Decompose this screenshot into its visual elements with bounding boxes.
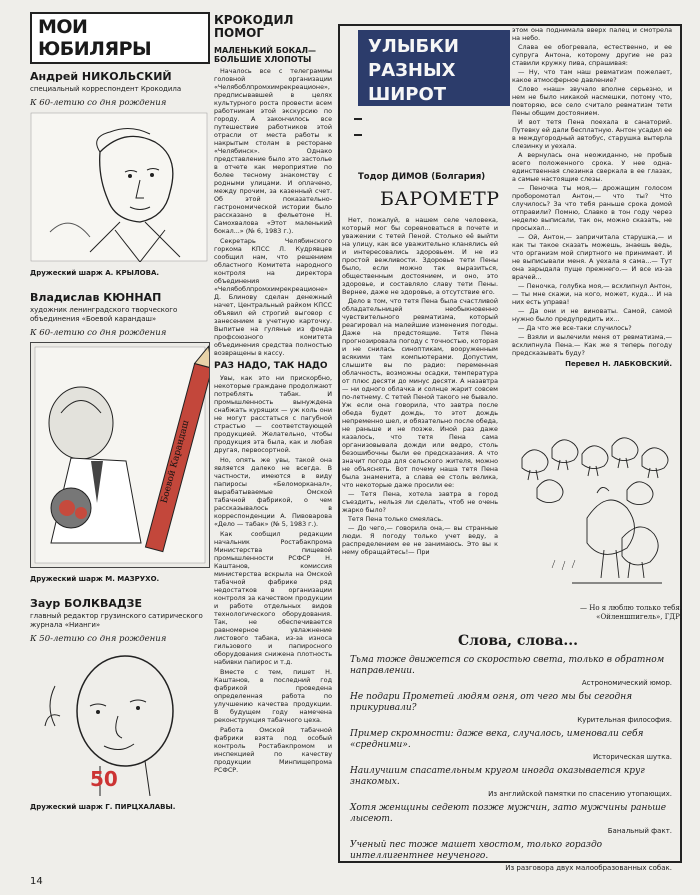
quote-text: Наилучшим спасательным кругом иногда оказывается круг знакомых.	[350, 766, 645, 787]
quote-text: Не подари Прометей людям огня, от чего мы бы сегодня прикуривали?	[350, 692, 633, 713]
mid-paragraph-6: Вместе с тем, пишет Н. Каштанов, в последний год фабрикой проведена определенная работа по улучшению качества продукции. В будущем году намечена реконструкция табачного цеха.	[214, 668, 332, 724]
anniversary-1: К 60-летию со дня рождения	[30, 98, 167, 108]
story-paragraph: — Взяли и вылечили меня от ревматизма,— всхлипнула Пена.— Как же я теперь погоду предсказывать буду?	[512, 333, 672, 357]
story-paragraph: — Пеночка, голубка моя,— всхлипнул Антон,— ты мне скажи, на кого, может, кудa... И на них есть управа!	[512, 282, 672, 306]
quote-text: Хотя женщины седеют позже мужчин, зато мужчины раньше лысеют.	[350, 803, 667, 824]
fifty-number: 50	[90, 767, 118, 791]
quote-source: Историческая шутка.	[592, 753, 672, 761]
mid-paragraph-1: Началось все с телеграммы головной организации «Челябоблпромхимрекреационе», предписывавшей в целях культурного роста провести всем работникам этой экскурсию по городу. А закончилось все путешествие работников этой отрасли от места работы к накрытым столам в ресторане «Челябинск». Однако представление было это застолье в отчете как мероприятие по более тесному знакомству с родными улицами. И оплачено, между прочим, за казенный счет. Об этой показательно-гастрономической истории было рассказано в фельетоне Н. Самохвалова «Этот маленький бокал...» (№ 6, 1983 г.).	[214, 67, 332, 235]
heading-line-2: РАЗНЫХ	[368, 60, 456, 81]
story-title: БАРОМЕТР	[380, 188, 500, 210]
story-paragraph: — Да что же все-таки случилось?	[518, 324, 632, 332]
jubilee-column	[30, 12, 210, 811]
smiles-section-heading	[358, 30, 510, 106]
quote-source: Из английской памятки по спасению утопающих.	[488, 790, 672, 798]
story-paragraph: — Тетя Пена, хотела завтра в город съездить, нельзя ли сделать, чтоб не очень жарко было?	[342, 490, 498, 514]
article-subtitle: МАЛЕНЬКИЙ БОКАЛ— БОЛЬШИЕ ХЛОПОТЫ	[214, 46, 317, 64]
story-paragraph: Слово «наш» звучало вполне серьезно, и нем не было никакой насмешки, потому что, повторяю, все село считало ревматизм тети Пены общим достоянием.	[512, 85, 672, 117]
story-paragraph: — Ой, Антон,— запричитала старушка,— и как ты такое сказать можешь, знаешь ведь, что организм мой спиртного не принимает. И не выписывали меня. А уехала я сама...— Тут она зарыдала пуще прежнего.— И все из-за врачей...	[512, 233, 672, 281]
caricature-caption-3: Дружеский шарж Г. ПИРЦХАЛАВЫ.	[30, 803, 176, 811]
caricature-kyunnap	[30, 342, 210, 568]
caricature-nikolsky	[30, 112, 208, 262]
story-paragraph: — Пеночка ты моя,— дрожащим голосом проборомотал Антон,— что ты? Что случилось? За что тебя раньше срока домой отправили? Помню, Славко в тон году через неделю выписали, так он, можно сказать, не просыхал...	[512, 184, 672, 232]
story-author: Тодор ДИМОВ (Болгария)	[358, 172, 486, 182]
decor-dash	[354, 134, 362, 136]
quote-source: Курительная философия.	[577, 716, 672, 724]
mid-paragraph-3: Увы, как это ни прискорбно, некоторые граждане продолжают потреблять табак. И промышленность вынуждена снабжать курящих — уж коль они не могут расстаться с пагубной страстью — соответствующей продукцией. Желательно, чтобы продукция эта была, как и любая другая, первосортной.	[214, 374, 332, 454]
heading-line-3: ШИРОТ	[368, 84, 447, 105]
mid-paragraph-4: Но, опять же увы, такой она является далеко не всегда. В частности, имеются в виду папиросы «Беломорканал», вырабатываемые Омской табачной фабрикой, о чем рассказывалось в корреспонденции А. Пивоварова «Дело — табак» (№ 5, 1983 г.).	[214, 456, 332, 528]
quote-source: Банальный факт.	[607, 827, 672, 835]
story-paragraph: И вот тетя Пена поехала в санаторий. Путевку ей дали бесплатную. Антон усадил ее в междугородный автобус, старушка вытерла слезинку и уехала.	[512, 118, 672, 150]
heading-line-1: УЛЫБКИ	[368, 36, 459, 57]
mid-paragraph-7: Работа Омской табачной фабрики взята под особый контроль Ростабакпромом и инспекцией по качеству продукции Минпищепрома РСФСР.	[214, 726, 332, 774]
hens-cartoon	[512, 418, 682, 602]
page-number: 14	[30, 876, 43, 887]
story-column-1	[342, 216, 498, 557]
anniversary-2: К 60-летию со дня рождения	[30, 328, 167, 338]
krokodil-help-title: КРОКОДИЛ ПОМОГ	[214, 13, 294, 40]
pencil-label: Боевой Карандаш	[159, 419, 192, 505]
mid-paragraph-5: Как сообщил редакции начальник Ростабакпрома Министерства пищевой промышленности РСФСР Н. Каштанов, комиссия министерства вскрыла на Омской табачной фабрике ряд недостатков в организации контроля за качеством продукции и работе отдельных видов технологического оборудования. Так, не обеспечивается равномерное увлажнение листового табака, из-за износа гильзового и папиросного оборудования снижена плотность набивки папирос и т.д.	[214, 530, 332, 666]
person-role-1: специальный корреспондент Крокодила	[30, 85, 182, 93]
jubilee-banner: МОИ ЮБИЛЯРЫ	[30, 12, 210, 64]
story-paragraph: Дело в том, что тетя Пена была счастливой обладательницей необыкновенно чувствительного ревматизма, который реагировал на малейшие изменения погоды. Даже на предстоящие. Тетя Пена прогнозировала погоду с точностью, которая и не снилась синоптикам, вооруженным всякими там компьютерами. Допустим, слышите вы по радио: переменная облачность, возможны осадки, температура от плюс десяти до минус десяти. А назавтра — ни одного облачка и солнце жарит совсем по-летнему. С тетей Пеной такого не бывало. Уж если она говорила, что завтра после обеда будет дождь, то этот дождь непременно шел, и обязательно после обеда, не раньше и не позже. Иной раз даже казалось, что тетя Пена сама организовывала дожди или ведро, столь безошибочны были ее предсказания. А что значит погода для сельского жителя, можно не объяснять. Вот почему наша тетя Пена была знаменита, а слава ее столь велика, что некоторые даже просили ее:	[342, 297, 498, 489]
decor-dash	[354, 118, 362, 120]
caricature-caption-1: Дружеский шарж А. КРЫЛОВА.	[30, 269, 160, 277]
person-name-2: Владислав КЮННАП	[30, 291, 162, 304]
story-paragraph: этом она поднимала вверх палец и смотрела на небо.	[512, 26, 672, 42]
story-column-2	[512, 26, 672, 368]
quotes-list	[350, 655, 672, 877]
story-paragraph: А вернулась она неожиданно, не пробыв всего положенного срока. У нее одна-единственная слезинка сверкала в ее глазах, а самые настоящие слезы.	[512, 151, 672, 183]
story-paragraph: Нет, пожалуй, в нашем селе человека, который мог бы соревноваться в почете и уважении с тетей Пеной. Столько её выйти на улицу, как все уважительно кланялись ей и интересовались здоровьем. И не из простой вежливости. Здоровье тети Пены было, если можно так выразиться, общественным достоянием, и оно, это здоровье, и составляло славу тети Пены. Вернее, даже не здоровье, а отсутствие его.	[342, 216, 498, 296]
quote-text: Пример скромности: даже века, случалось, именовали себя «средними».	[350, 729, 644, 750]
person-role-2: художник ленинградского творческого объединения «Боевой карандаш»	[30, 306, 178, 323]
story-paragraph: Слава ее обогревала, естественно, и ее супруга Антона, которому другие не раз ставили кружку пива, спрашивая:	[512, 43, 672, 67]
anniversary-3: К 50-летию со дня рождения	[30, 634, 167, 644]
story-paragraph: Тетя Пена только смеялась.	[348, 515, 444, 523]
story-paragraph: — Да они и не виноваты. Самой, самой нужно было предупредить их...	[512, 307, 672, 323]
person-role-3: главный редактор грузинского сатирического журнала «Нианги»	[30, 612, 203, 629]
quote-text: Тьма тоже движется со скоростью света, только в обратном направлении.	[350, 655, 665, 676]
hens-caption: — Но я люблю только тебя. «Ойленшпигель», ГДР.	[580, 604, 682, 621]
krokodil-help-column	[214, 14, 332, 776]
caricature-bolkvadze	[30, 646, 208, 796]
quote-text: Ученый пес тоже машет хвостом, только гораздо интеллигентнее неученого.	[350, 840, 603, 861]
translator-credit: Перевел Н. ЛАБКОВСКИЙ.	[565, 360, 672, 368]
mid-paragraph-2: Секретарь Челябинского горкома КПСС Л. Кудрявцев сообщил нам, что решением областного Комитета народного контроля на директора объединения «Челябоблпромхимрекреационе» Д. Блинову сделан денежный начет, Центральный райком КПСС объявил ей строгий выговор с занесением в учетную карточку. Выпитые на гулянье из фонда профсоюзного комитета объединения средства полностью возвращены в кассу.	[214, 237, 332, 357]
story-paragraph: — До чего,— говорила она,— вы странные люди. Я погоду только учет веду, а распределением ее не занимаюсь. Это вы к нему обращайтесь!— При	[342, 524, 498, 556]
caricature-caption-2: Дружеский шарж М. МАЗРУХО.	[30, 575, 160, 583]
story-paragraph: — Ну, что там наш ревматизм пожелает, какое атмосферное давление?	[512, 68, 672, 84]
words-section-title: Слова, слова...	[458, 633, 579, 649]
article-subtitle-2: РАЗ НАДО, ТАК НАДО	[214, 361, 328, 371]
person-name-1: Андрей НИКОЛЬСКИЙ	[30, 70, 172, 83]
person-name-3: Заур БОЛКВАДЗЕ	[30, 597, 142, 610]
quote-source: Из разговора двух малообразованных собак.	[505, 864, 672, 872]
quote-source: Астрономический юмор.	[581, 679, 672, 687]
